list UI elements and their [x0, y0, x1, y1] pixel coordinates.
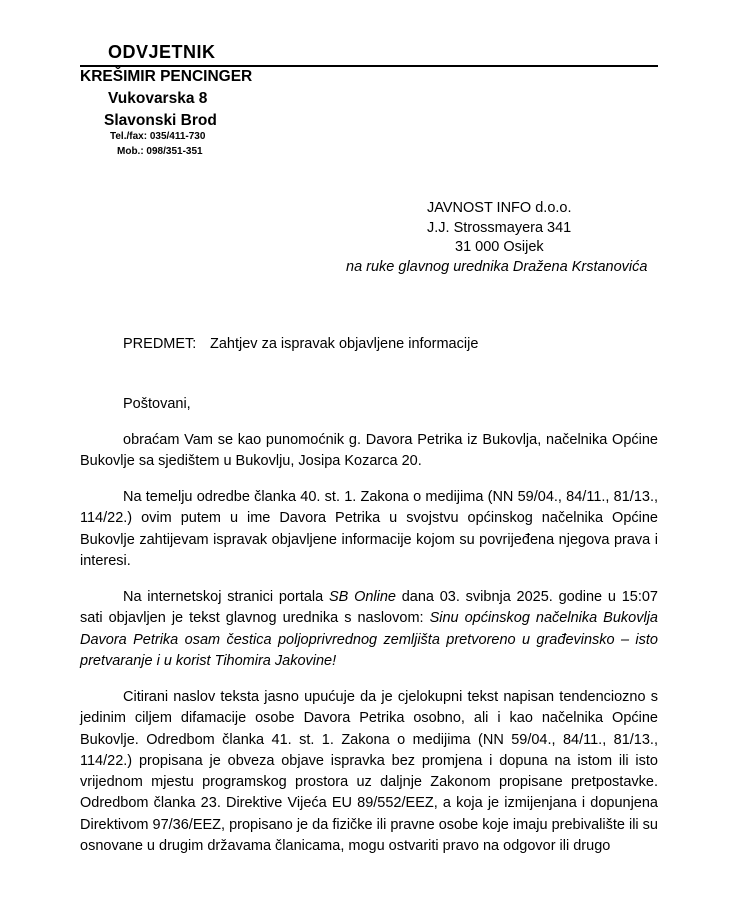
paragraph-3-part-a: Na internetskoj stranici portala — [123, 589, 329, 605]
portal-name: SB Online — [328, 589, 396, 605]
letterhead-title: ODVJETNIK — [108, 42, 216, 62]
lawyer-mobile: Mob.: 098/351-351 — [117, 146, 203, 157]
paragraph-2: Na temelju odredbe članka 40. st. 1. Zakona o medijima (NN 59/04., 84/11., 81/13., 114/22.) ovim putem u ime Davora Petrika u svojstvu općinskog načelnika Općine Bukovlje zahtijevam ispravak objavljene informacije kojom su povrijeđena njegova prava i interesi. — [80, 489, 658, 569]
paragraph-4: Citirani naslov teksta jasno upućuje da je cjelokupni tekst napisan tendenciozno s jedinim ciljem difamacije osobe Davora Petrika osobno, ali i kao načelnika Općine Bukovlje. Odredbom članka 41. st. 1. Zakona o medijima (NN 59/04., 84/11., 81/13., 114/22.) propisana je obveza objave ispravka bez promjena i dopuna na istom ili isto vrijednom mjestu programskog prostora uz daljnje Zakonom propisane pretpostavke. Odredbom članka 23. Direktive Vijeća EU 89/552/EEZ, a koja je izmijenjana i dopunjena Direktivom 97/36/EEZ, propisano je da fizičke ili pravne osobe koje imaju prebivalište ili su osnovane u drugim državama članicama, mogu ostvariti pravo na odgovor ili drugo — [80, 689, 658, 855]
header-rule — [80, 65, 658, 67]
article-headline: Sinu općinskog načelnika Bukovlja Davora Petrika osam čestica poljoprivrednog zemljišta pretvoreno u građevinsko – isto pretvaranje i u korist Tihomira Jakovine! — [80, 610, 658, 669]
recipient-company: JAVNOST INFO d.o.o. — [427, 200, 572, 216]
lawyer-name: KREŠIMIR PENCINGER — [80, 68, 253, 85]
subject-text: Zahtjev za ispravak objavljene informacije — [210, 336, 479, 352]
paragraph-1: obraćam Vam se kao punomoćnik g. Davora Petrika iz Bukovlja, načelnika Općine Bukovlje sa sjedištem u Bukovlju, Josipa Kozarca 20. — [80, 432, 658, 470]
greeting: Poštovani, — [123, 396, 191, 412]
paragraph-3-part-b: dana 03. svibnja 2025. godine u 15:07 sati objavljen je tekst glavnog urednika s naslovom: — [80, 589, 658, 627]
recipient-attention: na ruke glavnog urednika Dražena Krstanovića — [346, 259, 648, 275]
recipient-city: 31 000 Osijek — [455, 239, 544, 255]
lawyer-street: Vukovarska 8 — [108, 90, 208, 107]
lawyer-city: Slavonski Brod — [104, 112, 217, 129]
subject-label: PREDMET: — [123, 336, 197, 352]
recipient-street: J.J. Strossmayera 341 — [427, 220, 572, 236]
lawyer-phone: Tel./fax: 035/411-730 — [110, 131, 206, 142]
paragraph-3 — [80, 587, 658, 672]
